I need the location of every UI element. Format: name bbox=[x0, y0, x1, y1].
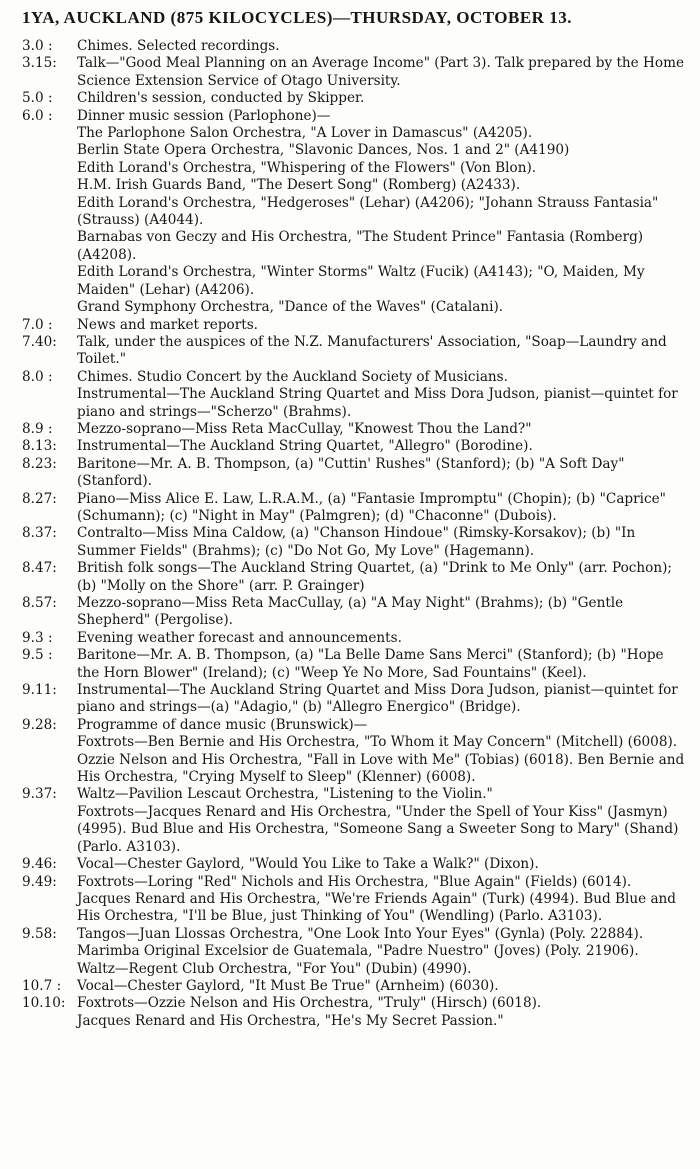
entry-body bbox=[77, 317, 688, 334]
entry-body bbox=[77, 560, 688, 595]
entry-description: Tangos—Juan Llossas Orchestra, "One Look Into Your Eyes" (Gynla) (Poly. 22884). Marimba Original Excelsior de Guatemala, "Padre Nuestro" (Joves) (Poly. 21906). bbox=[77, 925, 644, 960]
entry-body bbox=[77, 525, 688, 560]
programme-entry bbox=[22, 856, 688, 873]
entry-description: Baritone—Mr. A. B. Thompson, (a) "La Belle Dame Sans Merci" (Stanford); (b) "Hope the Horn Blower" (Ireland); (c) "Weep Ye No More, Sad Fountains" (Keel). bbox=[77, 647, 664, 681]
entry-body bbox=[77, 595, 688, 630]
entry-item: Edith Lorand's Orchestra, "Whispering of the Flowers" (Von Blon). bbox=[77, 159, 537, 176]
programme-entry bbox=[22, 978, 688, 995]
entry-time: 7.40: bbox=[22, 333, 57, 350]
entry-time: 9.3 : bbox=[22, 629, 53, 646]
entry-body bbox=[77, 438, 688, 455]
entry-description: Vocal—Chester Gaylord, "Would You Like to Take a Walk?" (Dixon). bbox=[77, 856, 539, 873]
entry-body bbox=[77, 90, 688, 107]
entry-item: Foxtrots—Ben Bernie and His Orchestra, "To Whom it May Concern" (Mitchell) (6008). Ozzie Nelson and His Orchestra, "Fall in Love with Me" (Tobias) (6018). Ben Bernie and His Orchestra, "Crying Myself to Sleep" (Klenner) (6008). bbox=[77, 734, 685, 786]
entry-time: 8.9 : bbox=[22, 420, 53, 437]
entry-time: 8.57: bbox=[22, 595, 57, 611]
entry-item: Edith Lorand's Orchestra, "Hedgeroses" (Lehar) (A4206); "Johann Strauss Fantasia" (Strauss) (A4044). bbox=[77, 194, 659, 229]
entry-description: Evening weather forecast and announcements. bbox=[77, 629, 402, 646]
entry-item: Grand Symphony Orchestra, "Dance of the Waves" (Catalani). bbox=[77, 299, 504, 316]
entry-body bbox=[77, 682, 688, 717]
programme-entry bbox=[22, 108, 688, 317]
entry-body bbox=[77, 926, 688, 978]
programme-entry bbox=[22, 90, 688, 107]
programme-entry bbox=[22, 595, 688, 630]
programme-entry bbox=[22, 786, 688, 856]
programme-entry bbox=[22, 682, 688, 717]
programme-entry bbox=[22, 525, 688, 560]
programme-entry bbox=[22, 647, 688, 682]
entry-description: Dinner music session (Parlophone)— bbox=[77, 107, 331, 124]
entry-description: Contralto—Miss Mina Caldow, (a) "Chanson Hindoue" (Rimsky-Korsakov); (b) "In Summer Fields" (Brahms); (c) "Do Not Go, My Love" (Hagemann). bbox=[77, 525, 636, 559]
entry-description: Waltz—Pavilion Lescaut Orchestra, "Listening to the Violin." bbox=[77, 786, 493, 803]
entry-time: 10.7 : bbox=[22, 977, 62, 994]
entry-time: 8.37: bbox=[22, 525, 57, 542]
entry-time: 5.0 : bbox=[22, 90, 53, 107]
programme-list bbox=[22, 38, 688, 1030]
entry-item: Foxtrots—Jacques Renard and His Orchestra, "Under the Spell of Your Kiss" (Jasmyn) (4995). Bud Blue and His Orchestra, "Someone Sang a Sweeter Song to Mary" (Shand) (Parlo. A3103). bbox=[77, 803, 679, 855]
entry-body bbox=[77, 491, 688, 526]
entry-time: 10.10: bbox=[22, 995, 66, 1012]
programme-entry bbox=[22, 369, 688, 421]
entry-body bbox=[77, 856, 688, 873]
programme-entry bbox=[22, 926, 688, 978]
entry-time: 8.47: bbox=[22, 560, 57, 577]
programme-entry bbox=[22, 334, 688, 369]
entry-body bbox=[77, 421, 688, 438]
entry-item: Edith Lorand's Orchestra, "Winter Storms" Waltz (Fucik) (A4143); "O, Maiden, My Maiden" (Lehar) (A4206). bbox=[77, 264, 645, 298]
entry-item: H.M. Irish Guards Band, "The Desert Song" (Romberg) (A2433). bbox=[77, 177, 521, 194]
entry-body bbox=[77, 456, 688, 491]
page-title: 1YA, AUCKLAND (875 KILOCYCLES)—THURSDAY, OCTOBER 13. bbox=[22, 8, 572, 27]
entry-time: 8.23: bbox=[22, 455, 57, 472]
entry-time: 9.11: bbox=[22, 682, 57, 699]
entry-description: Baritone—Mr. A. B. Thompson, (a) "Cuttin' Rushes" (Stanford); (b) "A Soft Day" (Stanford). bbox=[77, 455, 625, 490]
entry-time: 9.5 : bbox=[22, 647, 53, 664]
entry-body bbox=[77, 995, 688, 1030]
entry-body bbox=[77, 978, 688, 995]
programme-entry bbox=[22, 456, 688, 491]
entry-description: News and market reports. bbox=[77, 316, 258, 333]
entry-item: Jacques Renard and His Orchestra, "He's My Secret Passion." bbox=[77, 1012, 504, 1029]
entry-description: Foxtrots—Loring "Red" Nichols and His Orchestra, "Blue Again" (Fields) (6014). Jacques Renard and His Orchestra, "We're Friends Again" (Turk) (4994). Bud Blue and His Orchestra, "I'll be Blue, just Thinking of You" (Wendling) (Parlo. A3103). bbox=[77, 873, 677, 925]
entry-time: 8.0 : bbox=[22, 368, 53, 385]
entry-item: The Parlophone Salon Orchestra, "A Lover in Damascus" (A4205). bbox=[77, 125, 533, 142]
entry-time: 9.49: bbox=[22, 873, 57, 890]
programme-entry bbox=[22, 874, 688, 926]
entry-body bbox=[77, 55, 688, 90]
programme-entry bbox=[22, 438, 688, 455]
entry-body bbox=[77, 108, 688, 317]
programme-entry bbox=[22, 38, 688, 55]
entry-time: 8.13: bbox=[22, 438, 57, 455]
entry-body bbox=[77, 647, 688, 682]
entry-item: Berlin State Opera Orchestra, "Slavonic Dances, Nos. 1 and 2" (A4190) bbox=[77, 142, 570, 159]
entry-body bbox=[77, 786, 688, 856]
entry-body bbox=[77, 334, 688, 369]
entry-time: 9.37: bbox=[22, 786, 57, 803]
entry-description: Foxtrots—Ozzie Nelson and His Orchestra, "Truly" (Hirsch) (6018). bbox=[77, 995, 542, 1012]
programme-entry bbox=[22, 317, 688, 334]
entry-description: Mezzo-soprano—Miss Reta MacCullay, "Knowest Thou the Land?" bbox=[77, 420, 532, 437]
entry-body bbox=[77, 874, 688, 926]
programme-entry bbox=[22, 421, 688, 438]
programme-entry bbox=[22, 491, 688, 526]
entry-time: 6.0 : bbox=[22, 107, 53, 124]
entry-item: Waltz—Regent Club Orchestra, "For You" (Dubin) (4990). bbox=[77, 960, 472, 977]
entry-time: 7.0 : bbox=[22, 316, 53, 333]
entry-time: 9.28: bbox=[22, 716, 57, 733]
programme-entry bbox=[22, 995, 688, 1030]
entry-description: Programme of dance music (Brunswick)— bbox=[77, 716, 368, 733]
entry-description: Talk, under the auspices of the N.Z. Manufacturers' Association, "Soap—Laundry and Toilet." bbox=[77, 333, 667, 368]
entry-body bbox=[77, 717, 688, 787]
programme-entry bbox=[22, 717, 688, 787]
entry-time: 3.15: bbox=[22, 55, 57, 72]
entry-description: Talk—"Good Meal Planning on an Average Income" (Part 3). Talk prepared by the Home Science Extension Service of Otago University. bbox=[77, 55, 685, 89]
entry-body bbox=[77, 369, 688, 421]
entry-time: 9.58: bbox=[22, 925, 57, 942]
entry-time: 8.27: bbox=[22, 490, 57, 507]
programme-entry bbox=[22, 55, 688, 90]
entry-description: Instrumental—The Auckland String Quartet and Miss Dora Judson, pianist—quintet for piano and strings—(a) "Adagio," (b) "Allegro Energico" (Bridge). bbox=[77, 682, 678, 716]
entry-description: Vocal—Chester Gaylord, "It Must Be True" (Arnheim) (6030). bbox=[77, 977, 499, 994]
entry-item: Barnabas von Geczy and His Orchestra, "The Student Prince" Fantasia (Romberg) (A4208). bbox=[77, 229, 644, 263]
entry-body bbox=[77, 630, 688, 647]
programme-entry bbox=[22, 560, 688, 595]
programme-entry bbox=[22, 630, 688, 647]
entry-description: Children's session, conducted by Skipper. bbox=[77, 90, 365, 107]
entry-description: Chimes. Selected recordings. bbox=[77, 38, 280, 54]
entry-description: Chimes. Studio Concert by the Auckland Society of Musicians. bbox=[77, 368, 508, 385]
entry-description: Piano—Miss Alice E. Law, L.R.A.M., (a) "Fantasie Impromptu" (Chopin); (b) "Caprice" (Schumann); (c) "Night in May" (Palmgren); (d) "Chaconne" (Dubois). bbox=[77, 490, 666, 524]
entry-time: 3.0 : bbox=[22, 38, 53, 54]
entry-time: 9.46: bbox=[22, 856, 57, 873]
entry-description: British folk songs—The Auckland String Quartet, (a) "Drink to Me Only" (arr. Pochon); (b) "Molly on the Shore" (arr. P. Grainger) bbox=[77, 560, 672, 594]
entry-description: Instrumental—The Auckland String Quartet, "Allegro" (Borodine). bbox=[77, 438, 533, 455]
entry-item: Instrumental—The Auckland String Quartet and Miss Dora Judson, pianist—quintet for piano and strings—"Scherzo" (Brahms). bbox=[77, 386, 678, 420]
entry-description: Mezzo-soprano—Miss Reta MacCullay, (a) "A May Night" (Brahms); (b) "Gentle Shepherd" (Pergolise). bbox=[77, 595, 624, 629]
entry-body bbox=[77, 38, 688, 55]
